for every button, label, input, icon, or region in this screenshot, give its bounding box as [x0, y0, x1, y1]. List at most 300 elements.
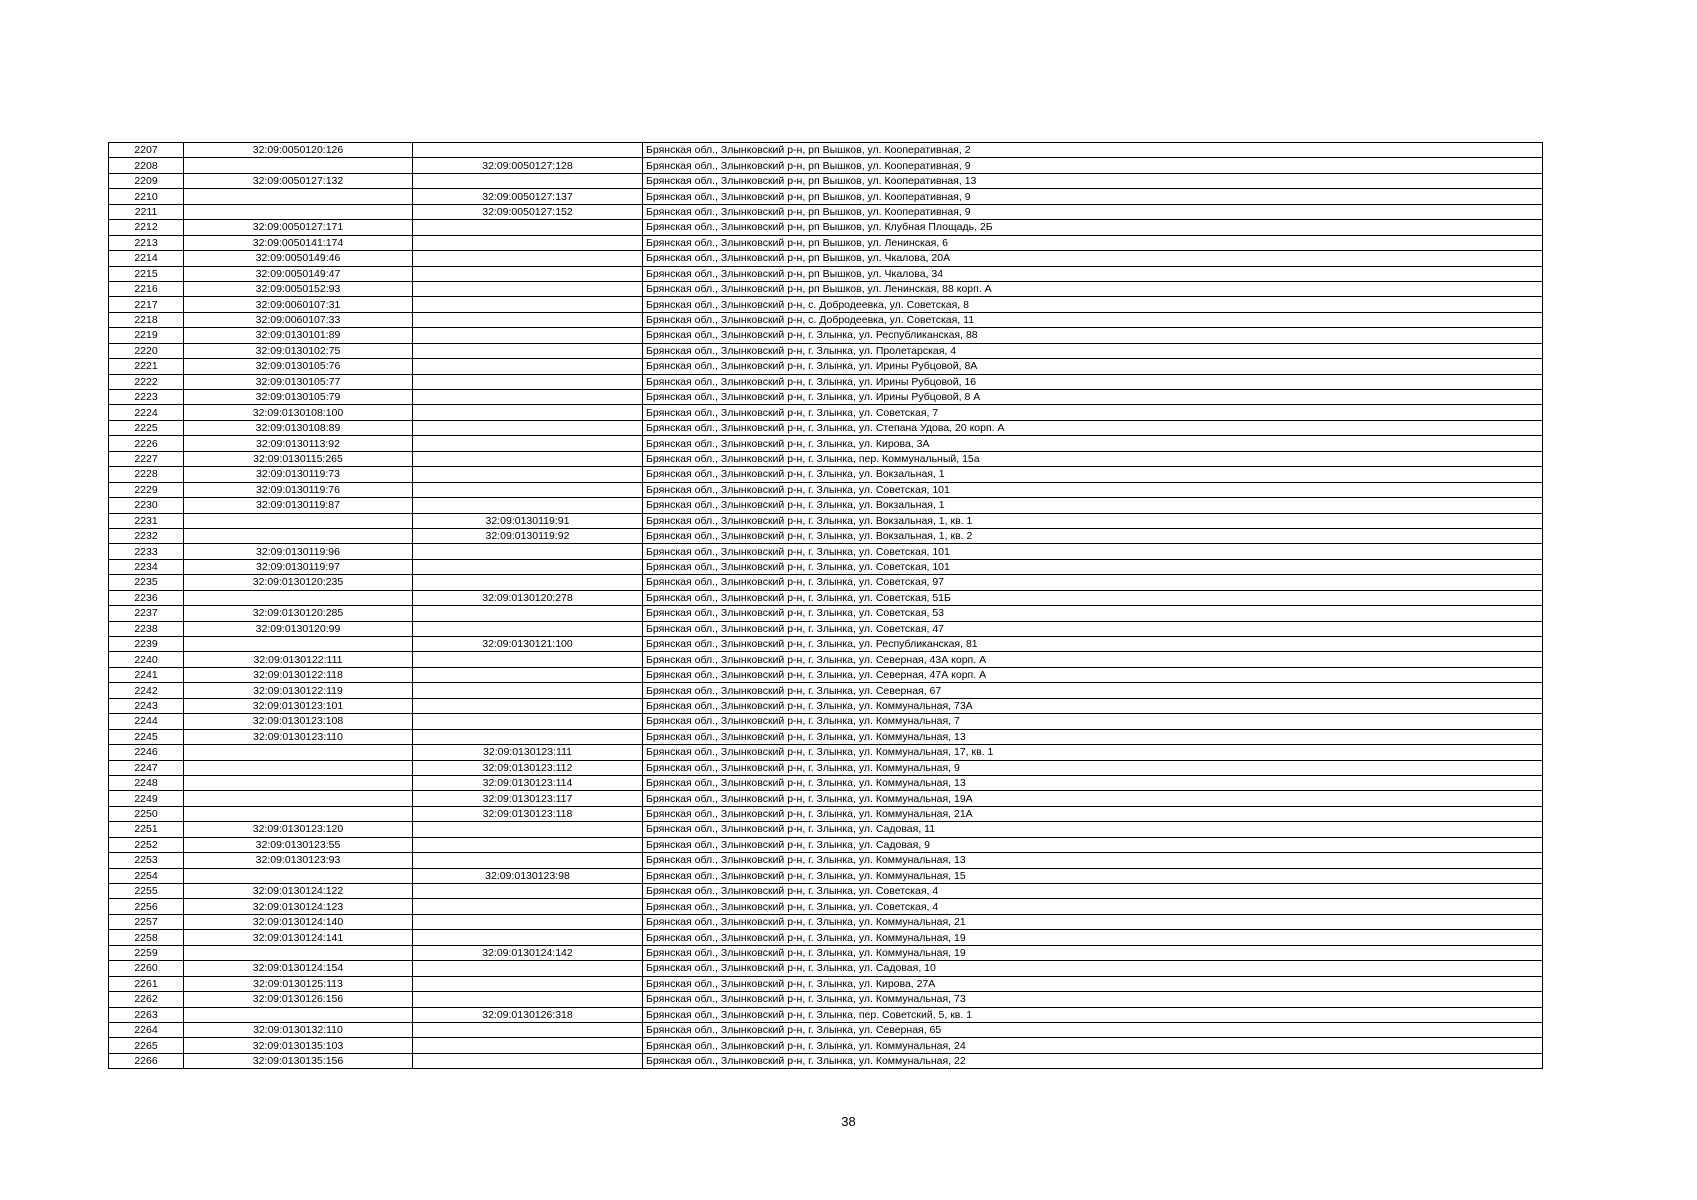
cadastral-number-premises-cell: 32:09:0130123:112 — [413, 760, 643, 775]
cadastral-number-building-cell: 32:09:0130132:110 — [184, 1022, 413, 1037]
address-cell: Брянская обл., Злынковский р-н, г. Злынка, ул. Советская, 4 — [643, 899, 1543, 914]
row-number-cell: 2219 — [109, 328, 184, 343]
address-cell: Брянская обл., Злынковский р-н, г. Злынка, ул. Коммунальная, 13 — [643, 775, 1543, 790]
address-cell: Брянская обл., Злынковский р-н, г. Злынка, ул. Вокзальная, 1, кв. 1 — [643, 513, 1543, 528]
table-row — [109, 204, 1543, 219]
table-row — [109, 806, 1543, 821]
row-number-cell: 2245 — [109, 729, 184, 744]
address-cell: Брянская обл., Злынковский р-н, г. Злынка, ул. Коммунальная, 13 — [643, 729, 1543, 744]
cadastral-number-premises-cell: 32:09:0130123:98 — [413, 868, 643, 883]
address-cell: Брянская обл., Злынковский р-н, г. Злынка, ул. Ирины Рубцовой, 8А — [643, 359, 1543, 374]
table-row — [109, 451, 1543, 466]
address-cell: Брянская обл., Злынковский р-н, г. Злынка, ул. Советская, 101 — [643, 482, 1543, 497]
cadastral-number-premises-cell — [413, 914, 643, 929]
cadastral-number-premises-cell — [413, 220, 643, 235]
row-number-cell: 2228 — [109, 467, 184, 482]
cadastral-number-premises-cell: 32:09:0050127:152 — [413, 204, 643, 219]
row-number-cell: 2220 — [109, 343, 184, 358]
cadastral-number-building-cell: 32:09:0130120:99 — [184, 621, 413, 636]
address-cell: Брянская обл., Злынковский р-н, г. Злынка, ул. Советская, 51Б — [643, 590, 1543, 605]
table-row — [109, 914, 1543, 929]
table-row — [109, 992, 1543, 1007]
row-number-cell: 2253 — [109, 853, 184, 868]
cadastral-number-building-cell — [184, 806, 413, 821]
table-row — [109, 528, 1543, 543]
row-number-cell: 2218 — [109, 312, 184, 327]
table-row — [109, 158, 1543, 173]
row-number-cell: 2264 — [109, 1022, 184, 1037]
cadastral-number-building-cell: 32:09:0130123:101 — [184, 698, 413, 713]
cadastral-number-building-cell: 32:09:0130124:141 — [184, 930, 413, 945]
address-cell: Брянская обл., Злынковский р-н, г. Злынка, ул. Коммунальная, 19 — [643, 945, 1543, 960]
row-number-cell: 2236 — [109, 590, 184, 605]
table-row — [109, 714, 1543, 729]
cadastral-number-building-cell: 32:09:0130119:87 — [184, 498, 413, 513]
address-cell: Брянская обл., Злынковский р-н, г. Злынка, ул. Коммунальная, 9 — [643, 760, 1543, 775]
table-row — [109, 498, 1543, 513]
cadastral-number-building-cell: 32:09:0130101:89 — [184, 328, 413, 343]
cadastral-number-premises-cell — [413, 729, 643, 744]
table-row — [109, 374, 1543, 389]
cadastral-number-building-cell: 32:09:0130105:77 — [184, 374, 413, 389]
cadastral-number-building-cell: 32:09:0130125:113 — [184, 976, 413, 991]
cadastral-number-building-cell: 32:09:0130135:156 — [184, 1053, 413, 1068]
address-cell: Брянская обл., Злынковский р-н, г. Злынка, ул. Советская, 97 — [643, 575, 1543, 590]
table-row — [109, 961, 1543, 976]
table-row — [109, 281, 1543, 296]
cadastral-number-premises-cell — [413, 359, 643, 374]
row-number-cell: 2226 — [109, 436, 184, 451]
cadastral-number-premises-cell — [413, 575, 643, 590]
address-cell: Брянская обл., Злынковский р-н, с. Добродеевка, ул. Советская, 11 — [643, 312, 1543, 327]
address-cell: Брянская обл., Злынковский р-н, рп Вышков, ул. Клубная Площадь, 2Б — [643, 220, 1543, 235]
cadastral-number-building-cell: 32:09:0130120:285 — [184, 606, 413, 621]
cadastral-number-premises-cell — [413, 822, 643, 837]
cadastral-number-premises-cell — [413, 930, 643, 945]
table-row — [109, 775, 1543, 790]
cadastral-number-premises-cell — [413, 266, 643, 281]
cadastral-number-premises-cell: 32:09:0130126:318 — [413, 1007, 643, 1022]
row-number-cell: 2212 — [109, 220, 184, 235]
cadastral-number-premises-cell — [413, 1053, 643, 1068]
cadastral-number-premises-cell: 32:09:0130123:111 — [413, 745, 643, 760]
cadastral-number-premises-cell — [413, 899, 643, 914]
row-number-cell: 2252 — [109, 837, 184, 852]
address-cell: Брянская обл., Злынковский р-н, г. Злынка, ул. Коммунальная, 7 — [643, 714, 1543, 729]
table-row — [109, 667, 1543, 682]
cadastral-number-building-cell: 32:09:0130126:156 — [184, 992, 413, 1007]
page-number: 38 — [841, 1114, 856, 1129]
cadastral-number-building-cell: 32:09:0050152:93 — [184, 281, 413, 296]
row-number-cell: 2243 — [109, 698, 184, 713]
row-number-cell: 2263 — [109, 1007, 184, 1022]
cadastral-number-premises-cell — [413, 498, 643, 513]
cadastral-number-building-cell: 32:09:0130119:96 — [184, 544, 413, 559]
table-row — [109, 853, 1543, 868]
cadastral-number-premises-cell — [413, 405, 643, 420]
cadastral-number-building-cell: 32:09:0130123:110 — [184, 729, 413, 744]
address-cell: Брянская обл., Злынковский р-н, рп Вышков, ул. Кооперативная, 2 — [643, 143, 1543, 158]
cadastral-number-building-cell: 32:09:0130105:79 — [184, 390, 413, 405]
row-number-cell: 2239 — [109, 637, 184, 652]
cadastral-number-premises-cell — [413, 1022, 643, 1037]
row-number-cell: 2256 — [109, 899, 184, 914]
address-cell: Брянская обл., Злынковский р-н, г. Злынка, ул. Республиканская, 88 — [643, 328, 1543, 343]
table-row — [109, 575, 1543, 590]
address-cell: Брянская обл., Злынковский р-н, рп Вышков, ул. Чкалова, 34 — [643, 266, 1543, 281]
row-number-cell: 2249 — [109, 791, 184, 806]
cadastral-number-premises-cell — [413, 235, 643, 250]
cadastral-number-building-cell: 32:09:0050149:47 — [184, 266, 413, 281]
cadastral-number-building-cell — [184, 189, 413, 204]
row-number-cell: 2257 — [109, 914, 184, 929]
table-row — [109, 390, 1543, 405]
table-row — [109, 590, 1543, 605]
row-number-cell: 2266 — [109, 1053, 184, 1068]
table-row — [109, 1053, 1543, 1068]
cadastral-number-building-cell — [184, 760, 413, 775]
row-number-cell: 2208 — [109, 158, 184, 173]
row-number-cell: 2225 — [109, 420, 184, 435]
address-cell: Брянская обл., Злынковский р-н, г. Злынка, ул. Северная, 43А корп. А — [643, 652, 1543, 667]
table-row — [109, 420, 1543, 435]
table-row — [109, 930, 1543, 945]
cadastral-number-building-cell: 32:09:0130124:154 — [184, 961, 413, 976]
address-cell: Брянская обл., Злынковский р-н, г. Злынка, ул. Северная, 65 — [643, 1022, 1543, 1037]
cadastral-number-premises-cell — [413, 544, 643, 559]
address-cell: Брянская обл., Злынковский р-н, рп Вышков, ул. Кооперативная, 9 — [643, 189, 1543, 204]
table-row — [109, 297, 1543, 312]
cadastral-number-premises-cell — [413, 853, 643, 868]
row-number-cell: 2215 — [109, 266, 184, 281]
cadastral-number-premises-cell — [413, 451, 643, 466]
cadastral-number-building-cell: 32:09:0130124:123 — [184, 899, 413, 914]
cadastral-number-premises-cell — [413, 698, 643, 713]
table-row — [109, 791, 1543, 806]
cadastral-number-building-cell: 32:09:0060107:31 — [184, 297, 413, 312]
address-cell: Брянская обл., Злынковский р-н, рп Вышков, ул. Кооперативная, 9 — [643, 158, 1543, 173]
cadastral-number-building-cell — [184, 528, 413, 543]
address-cell: Брянская обл., Злынковский р-н, г. Злынка, ул. Кирова, 3А — [643, 436, 1543, 451]
cadastral-number-premises-cell — [413, 343, 643, 358]
cadastral-number-building-cell — [184, 791, 413, 806]
row-number-cell: 2255 — [109, 884, 184, 899]
table-row — [109, 1022, 1543, 1037]
row-number-cell: 2248 — [109, 775, 184, 790]
row-number-cell: 2210 — [109, 189, 184, 204]
cadastral-number-premises-cell — [413, 559, 643, 574]
cadastral-number-premises-cell: 32:09:0050127:137 — [413, 189, 643, 204]
cadastral-number-building-cell: 32:09:0050120:126 — [184, 143, 413, 158]
cadastral-number-building-cell: 32:09:0130113:92 — [184, 436, 413, 451]
address-cell: Брянская обл., Злынковский р-н, г. Злынка, пер. Советский, 5, кв. 1 — [643, 1007, 1543, 1022]
cadastral-number-premises-cell — [413, 837, 643, 852]
address-cell: Брянская обл., Злынковский р-н, рп Вышков, ул. Кооперативная, 9 — [643, 204, 1543, 219]
table-row — [109, 467, 1543, 482]
cadastral-number-premises-cell — [413, 621, 643, 636]
table-row — [109, 868, 1543, 883]
address-cell: Брянская обл., Злынковский р-н, г. Злынка, ул. Ирины Рубцовой, 16 — [643, 374, 1543, 389]
cadastral-number-premises-cell: 32:09:0130119:92 — [413, 528, 643, 543]
row-number-cell: 2251 — [109, 822, 184, 837]
cadastral-number-building-cell: 32:09:0130135:103 — [184, 1038, 413, 1053]
cadastral-number-premises-cell: 32:09:0130121:100 — [413, 637, 643, 652]
cadastral-number-building-cell: 32:09:0130124:140 — [184, 914, 413, 929]
cadastral-number-premises-cell: 32:09:0130123:117 — [413, 791, 643, 806]
table-row — [109, 220, 1543, 235]
cadastral-number-building-cell: 32:09:0060107:33 — [184, 312, 413, 327]
address-cell: Брянская обл., Злынковский р-н, рп Вышков, ул. Чкалова, 20А — [643, 251, 1543, 266]
cadastral-number-building-cell: 32:09:0130120:235 — [184, 575, 413, 590]
cadastral-number-premises-cell: 32:09:0130119:91 — [413, 513, 643, 528]
cadastral-number-premises-cell — [413, 482, 643, 497]
cadastral-number-building-cell — [184, 590, 413, 605]
table-row — [109, 637, 1543, 652]
address-cell: Брянская обл., Злынковский р-н, г. Злынка, ул. Советская, 7 — [643, 405, 1543, 420]
cadastral-number-building-cell — [184, 945, 413, 960]
registry-table-body — [109, 143, 1543, 1069]
address-cell: Брянская обл., Злынковский р-н, рп Вышков, ул. Ленинская, 88 корп. А — [643, 281, 1543, 296]
row-number-cell: 2209 — [109, 173, 184, 188]
cadastral-number-building-cell: 32:09:0130123:55 — [184, 837, 413, 852]
cadastral-number-building-cell: 32:09:0130115:265 — [184, 451, 413, 466]
row-number-cell: 2259 — [109, 945, 184, 960]
row-number-cell: 2235 — [109, 575, 184, 590]
address-cell: Брянская обл., Злынковский р-н, г. Злынка, ул. Коммунальная, 15 — [643, 868, 1543, 883]
registry-table — [108, 142, 1543, 1069]
row-number-cell: 2227 — [109, 451, 184, 466]
row-number-cell: 2211 — [109, 204, 184, 219]
address-cell: Брянская обл., Злынковский р-н, г. Злынка, ул. Садовая, 11 — [643, 822, 1543, 837]
cadastral-number-premises-cell — [413, 420, 643, 435]
row-number-cell: 2246 — [109, 745, 184, 760]
cadastral-number-building-cell: 32:09:0130119:73 — [184, 467, 413, 482]
address-cell: Брянская обл., Злынковский р-н, с. Добродеевка, ул. Советская, 8 — [643, 297, 1543, 312]
cadastral-number-premises-cell — [413, 992, 643, 1007]
cadastral-number-building-cell: 32:09:0130124:122 — [184, 884, 413, 899]
row-number-cell: 2224 — [109, 405, 184, 420]
cadastral-number-premises-cell — [413, 251, 643, 266]
table-row — [109, 359, 1543, 374]
address-cell: Брянская обл., Злынковский р-н, г. Злынка, пер. Коммунальный, 15а — [643, 451, 1543, 466]
table-row — [109, 621, 1543, 636]
row-number-cell: 2261 — [109, 976, 184, 991]
cadastral-number-building-cell: 32:09:0050127:132 — [184, 173, 413, 188]
table-row — [109, 482, 1543, 497]
address-cell: Брянская обл., Злынковский р-н, г. Злынка, ул. Коммунальная, 19 — [643, 930, 1543, 945]
address-cell: Брянская обл., Злынковский р-н, г. Злынка, ул. Вокзальная, 1 — [643, 498, 1543, 513]
table-row — [109, 976, 1543, 991]
address-cell: Брянская обл., Злынковский р-н, рп Вышков, ул. Ленинская, 6 — [643, 235, 1543, 250]
address-cell: Брянская обл., Злынковский р-н, г. Злынка, ул. Коммунальная, 17, кв. 1 — [643, 745, 1543, 760]
cadastral-number-building-cell: 32:09:0130123:108 — [184, 714, 413, 729]
cadastral-number-premises-cell: 32:09:0050127:128 — [413, 158, 643, 173]
address-cell: Брянская обл., Злынковский р-н, г. Злынка, ул. Садовая, 10 — [643, 961, 1543, 976]
row-number-cell: 2229 — [109, 482, 184, 497]
row-number-cell: 2213 — [109, 235, 184, 250]
address-cell: Брянская обл., Злынковский р-н, г. Злынка, ул. Коммунальная, 13 — [643, 853, 1543, 868]
row-number-cell: 2238 — [109, 621, 184, 636]
row-number-cell: 2234 — [109, 559, 184, 574]
table-row — [109, 729, 1543, 744]
cadastral-number-building-cell: 32:09:0130102:75 — [184, 343, 413, 358]
cadastral-number-building-cell: 32:09:0130105:76 — [184, 359, 413, 374]
row-number-cell: 2237 — [109, 606, 184, 621]
table-row — [109, 683, 1543, 698]
cadastral-number-building-cell: 32:09:0130108:89 — [184, 420, 413, 435]
cadastral-number-premises-cell — [413, 606, 643, 621]
cadastral-number-building-cell: 32:09:0130119:76 — [184, 482, 413, 497]
address-cell: Брянская обл., Злынковский р-н, г. Злынка, ул. Кирова, 27А — [643, 976, 1543, 991]
row-number-cell: 2258 — [109, 930, 184, 945]
address-cell: Брянская обл., Злынковский р-н, г. Злынка, ул. Северная, 47А корп. А — [643, 667, 1543, 682]
address-cell: Брянская обл., Злынковский р-н, г. Злынка, ул. Ирины Рубцовой, 8 А — [643, 390, 1543, 405]
table-row — [109, 884, 1543, 899]
address-cell: Брянская обл., Злынковский р-н, г. Злынка, ул. Коммунальная, 21А — [643, 806, 1543, 821]
cadastral-number-building-cell: 32:09:0050127:171 — [184, 220, 413, 235]
table-row — [109, 436, 1543, 451]
cadastral-number-building-cell — [184, 868, 413, 883]
address-cell: Брянская обл., Злынковский р-н, г. Злынка, ул. Вокзальная, 1, кв. 2 — [643, 528, 1543, 543]
row-number-cell: 2231 — [109, 513, 184, 528]
table-row — [109, 698, 1543, 713]
cadastral-number-building-cell — [184, 158, 413, 173]
table-row — [109, 312, 1543, 327]
cadastral-number-premises-cell — [413, 1038, 643, 1053]
address-cell: Брянская обл., Злынковский р-н, г. Злынка, ул. Вокзальная, 1 — [643, 467, 1543, 482]
table-row — [109, 1038, 1543, 1053]
row-number-cell: 2241 — [109, 667, 184, 682]
row-number-cell: 2230 — [109, 498, 184, 513]
table-row — [109, 1007, 1543, 1022]
table-row — [109, 343, 1543, 358]
table-row — [109, 266, 1543, 281]
address-cell: Брянская обл., Злынковский р-н, г. Злынка, ул. Коммунальная, 73 — [643, 992, 1543, 1007]
cadastral-number-building-cell — [184, 513, 413, 528]
row-number-cell: 2244 — [109, 714, 184, 729]
address-cell: Брянская обл., Злынковский р-н, г. Злынка, ул. Коммунальная, 22 — [643, 1053, 1543, 1068]
cadastral-number-premises-cell: 32:09:0130120:278 — [413, 590, 643, 605]
table-row — [109, 745, 1543, 760]
cadastral-number-premises-cell: 32:09:0130124:142 — [413, 945, 643, 960]
address-cell: Брянская обл., Злынковский р-н, г. Злынка, ул. Советская, 53 — [643, 606, 1543, 621]
cadastral-number-building-cell — [184, 775, 413, 790]
address-cell: Брянская обл., Злынковский р-н, г. Злынка, ул. Советская, 101 — [643, 544, 1543, 559]
table-row — [109, 513, 1543, 528]
cadastral-number-premises-cell — [413, 467, 643, 482]
row-number-cell: 2214 — [109, 251, 184, 266]
address-cell: Брянская обл., Злынковский р-н, г. Злынка, ул. Коммунальная, 19А — [643, 791, 1543, 806]
row-number-cell: 2207 — [109, 143, 184, 158]
cadastral-number-premises-cell — [413, 281, 643, 296]
row-number-cell: 2216 — [109, 281, 184, 296]
address-cell: Брянская обл., Злынковский р-н, г. Злынка, ул. Коммунальная, 21 — [643, 914, 1543, 929]
row-number-cell: 2233 — [109, 544, 184, 559]
row-number-cell: 2232 — [109, 528, 184, 543]
table-row — [109, 189, 1543, 204]
table-row — [109, 606, 1543, 621]
cadastral-number-premises-cell — [413, 714, 643, 729]
row-number-cell: 2242 — [109, 683, 184, 698]
row-number-cell: 2265 — [109, 1038, 184, 1053]
table-row — [109, 837, 1543, 852]
address-cell: Брянская обл., Злынковский р-н, г. Злынка, ул. Республиканская, 81 — [643, 637, 1543, 652]
address-cell: Брянская обл., Злынковский р-н, г. Злынка, ул. Северная, 67 — [643, 683, 1543, 698]
cadastral-number-premises-cell — [413, 884, 643, 899]
table-row — [109, 405, 1543, 420]
cadastral-number-premises-cell — [413, 312, 643, 327]
row-number-cell: 2254 — [109, 868, 184, 883]
address-cell: Брянская обл., Злынковский р-н, г. Злынка, ул. Коммунальная, 24 — [643, 1038, 1543, 1053]
cadastral-number-building-cell — [184, 1007, 413, 1022]
cadastral-number-premises-cell — [413, 173, 643, 188]
cadastral-number-building-cell — [184, 637, 413, 652]
cadastral-number-building-cell: 32:09:0130123:93 — [184, 853, 413, 868]
cadastral-number-building-cell: 32:09:0050141:174 — [184, 235, 413, 250]
row-number-cell: 2217 — [109, 297, 184, 312]
cadastral-number-premises-cell — [413, 961, 643, 976]
cadastral-number-building-cell — [184, 745, 413, 760]
table-row — [109, 235, 1543, 250]
address-cell: Брянская обл., Злынковский р-н, г. Злынка, ул. Пролетарская, 4 — [643, 343, 1543, 358]
address-cell: Брянская обл., Злынковский р-н, г. Злынка, ул. Садовая, 9 — [643, 837, 1543, 852]
table-row — [109, 544, 1543, 559]
cadastral-number-premises-cell — [413, 652, 643, 667]
cadastral-number-premises-cell — [413, 328, 643, 343]
cadastral-number-premises-cell — [413, 390, 643, 405]
cadastral-number-building-cell: 32:09:0050149:46 — [184, 251, 413, 266]
table-row — [109, 328, 1543, 343]
table-row — [109, 822, 1543, 837]
table-row — [109, 251, 1543, 266]
row-number-cell: 2222 — [109, 374, 184, 389]
address-cell: Брянская обл., Злынковский р-н, г. Злынка, ул. Советская, 47 — [643, 621, 1543, 636]
row-number-cell: 2221 — [109, 359, 184, 374]
cadastral-number-premises-cell: 32:09:0130123:114 — [413, 775, 643, 790]
row-number-cell: 2240 — [109, 652, 184, 667]
row-number-cell: 2260 — [109, 961, 184, 976]
address-cell: Брянская обл., Злынковский р-н, г. Злынка, ул. Советская, 4 — [643, 884, 1543, 899]
address-cell: Брянская обл., Злынковский р-н, г. Злынка, ул. Степана Удова, 20 корп. А — [643, 420, 1543, 435]
address-cell: Брянская обл., Злынковский р-н, рп Вышков, ул. Кооперативная, 13 — [643, 173, 1543, 188]
table-row — [109, 559, 1543, 574]
row-number-cell: 2250 — [109, 806, 184, 821]
cadastral-number-building-cell: 32:09:0130122:111 — [184, 652, 413, 667]
cadastral-number-premises-cell: 32:09:0130123:118 — [413, 806, 643, 821]
cadastral-number-premises-cell — [413, 436, 643, 451]
row-number-cell: 2223 — [109, 390, 184, 405]
cadastral-number-premises-cell — [413, 976, 643, 991]
cadastral-number-building-cell — [184, 204, 413, 219]
table-row — [109, 652, 1543, 667]
cadastral-number-premises-cell — [413, 667, 643, 682]
cadastral-number-premises-cell — [413, 683, 643, 698]
cadastral-number-building-cell: 32:09:0130108:100 — [184, 405, 413, 420]
cadastral-number-building-cell: 32:09:0130119:97 — [184, 559, 413, 574]
address-cell: Брянская обл., Злынковский р-н, г. Злынка, ул. Советская, 101 — [643, 559, 1543, 574]
row-number-cell: 2247 — [109, 760, 184, 775]
cadastral-number-premises-cell — [413, 297, 643, 312]
table-row — [109, 143, 1543, 158]
cadastral-number-building-cell: 32:09:0130122:119 — [184, 683, 413, 698]
table-row — [109, 173, 1543, 188]
row-number-cell: 2262 — [109, 992, 184, 1007]
cadastral-number-premises-cell — [413, 374, 643, 389]
table-row — [109, 899, 1543, 914]
cadastral-number-building-cell: 32:09:0130123:120 — [184, 822, 413, 837]
cadastral-number-building-cell: 32:09:0130122:118 — [184, 667, 413, 682]
address-cell: Брянская обл., Злынковский р-н, г. Злынка, ул. Коммунальная, 73А — [643, 698, 1543, 713]
